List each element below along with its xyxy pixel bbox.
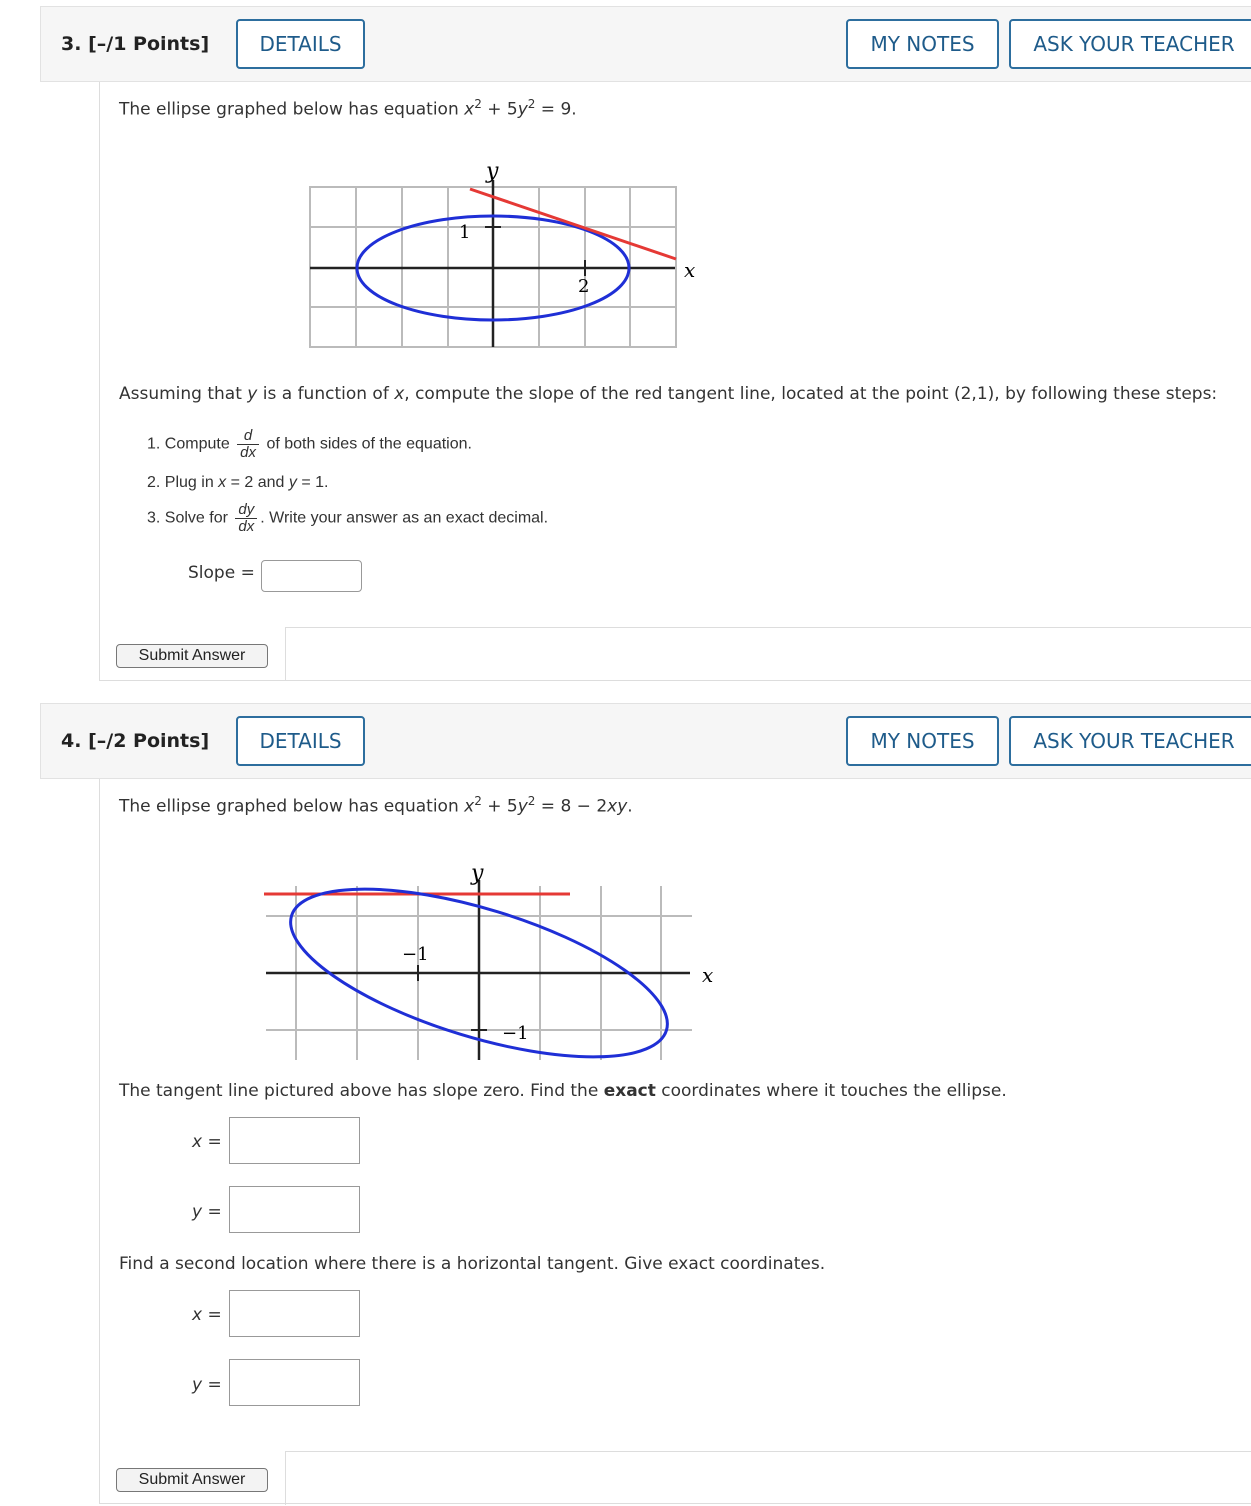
q3-header bbox=[40, 6, 1251, 82]
q3-slope-input[interactable] bbox=[261, 560, 362, 592]
q3-my-notes-button[interactable]: MY NOTES bbox=[846, 19, 999, 69]
q4-x1-input[interactable] bbox=[229, 1117, 360, 1164]
q3-details-button[interactable]: DETAILS bbox=[236, 19, 365, 69]
q3-slope-label: Slope = bbox=[188, 563, 255, 583]
q4-y2-label: y = bbox=[192, 1375, 222, 1395]
q4-second-text: Find a second location where there is a horizontal tangent. Give exact coordinates. bbox=[119, 1254, 826, 1274]
q4-graph bbox=[262, 858, 732, 1063]
q3-step-3: 3. Solve for $\frac{dy}{dx}$ . Write your answer as an exact decimal. bbox=[147, 501, 549, 535]
q4-x2-label: x = bbox=[192, 1305, 222, 1325]
q3-graph bbox=[290, 160, 730, 360]
q3-intro: The ellipse graphed below has equation $x^2 + 5y^2 = 9$. bbox=[119, 97, 577, 120]
q4-tangent-text: The tangent line pictured above has slope zero. Find the exact coordinates where it touches the ellipse. bbox=[119, 1081, 1007, 1101]
q3-number-points: 3. [–/1 Points] bbox=[61, 33, 210, 55]
q4-submit-panel bbox=[285, 1451, 1251, 1505]
q3-submit-button[interactable]: Submit Answer bbox=[116, 644, 268, 668]
q3-graph-tick-1: 1 bbox=[459, 222, 471, 243]
q4-details-button[interactable]: DETAILS bbox=[236, 716, 365, 766]
q3-assume-text: Assuming that y is a function of x, compute the slope of the red tangent line, located at the point (2,1), by following these steps: bbox=[119, 384, 1218, 404]
q4-graph-y-label: y bbox=[471, 861, 484, 886]
q4-x1-label: x = bbox=[192, 1132, 222, 1152]
q4-ask-teacher-button[interactable]: ASK YOUR TEACHER bbox=[1009, 716, 1251, 766]
q4-y1-label: y = bbox=[192, 1202, 222, 1222]
q3-graph-tick-2: 2 bbox=[578, 276, 590, 297]
q3-graph-y-label: y bbox=[486, 160, 499, 184]
q4-header bbox=[40, 703, 1251, 779]
q4-graph-tick-neg1-y: −1 bbox=[502, 1023, 529, 1044]
q4-graph-x-label: x bbox=[702, 963, 714, 987]
q3-submit-panel bbox=[285, 627, 1251, 681]
q4-number-points: 4. [–/2 Points] bbox=[61, 730, 210, 752]
q4-x2-input[interactable] bbox=[229, 1290, 360, 1337]
q4-submit-button[interactable]: Submit Answer bbox=[116, 1468, 268, 1492]
q3-step-2: 2. Plug in x = 2 and y = 1. bbox=[147, 474, 329, 491]
q4-graph-tick-neg1-x: −1 bbox=[402, 944, 429, 965]
q3-ask-teacher-button[interactable]: ASK YOUR TEACHER bbox=[1009, 19, 1251, 69]
q4-my-notes-button[interactable]: MY NOTES bbox=[846, 716, 999, 766]
q3-step-1: 1. Compute $\frac{d}{dx}$ of both sides of the equation. bbox=[147, 427, 472, 461]
q3-graph-x-label: x bbox=[684, 258, 696, 282]
q4-intro: The ellipse graphed below has equation $x^2 + 5y^2 = 8 - 2xy$. bbox=[119, 794, 633, 817]
q4-y1-input[interactable] bbox=[229, 1186, 360, 1233]
q4-y2-input[interactable] bbox=[229, 1359, 360, 1406]
